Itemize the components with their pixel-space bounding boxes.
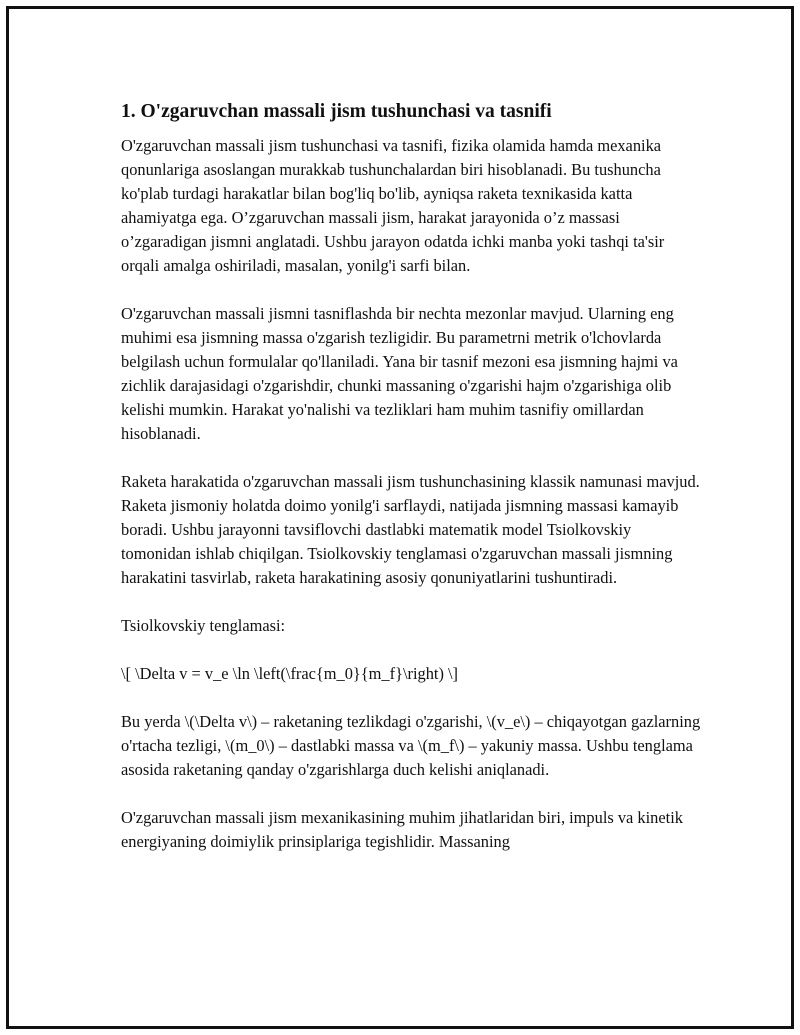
paragraph-classification: O'zgaruvchan massali jismni tasniflashda bir nechta mezonlar mavjud. Ularning eng muhimi esa jismning massa o'zgarish tezligidir. Bu parametrni metrik o'lchovlarda belgilash uchun formulalar qo'llaniladi. Yana bir tasnif mezoni esa jismning hajmi va zichlik darajasidagi o'zgarishdir, chunki massaning o'zgarishi hajm o'zgarishiga olib kelishi mumkin. Harakat yo'nalishi va tezliklari ham muhim tasnifiy omillardan hisoblanadi. [121,304,678,443]
paragraph-conservation: O'zgaruvchan massali jism mexanikasining muhim jihatlaridan biri, impuls va kinetik energiyaning doimiylik prinsiplariga tegishlidir. Massaning [121,808,683,851]
paragraph-intro: O'zgaruvchan massali jism tushunchasi va tasnifi, fizika olamida hamda mexanika qonunlariga asoslangan murakkab tushunchalardan biri hisoblanadi. Bu tushuncha ko'plab turdagi harakatlar bilan bog'liq bo'lib, ayniqsa raketa texnikasida katta ahamiyatga ega. O’zgaruvchan massali jism, harakat jarayonida o’z massasi o’zgaradigan jismni anglatadi. Ushbu jarayon odatda ichki manba yoki tashqi ta'sir orqali amalga oshiriladi, masalan, yonilg'i sarfi bilan. [121,136,665,275]
paragraph-rocket: Raketa harakatida o'zgaruvchan massali jism tushunchasining klassik namunasi mavjud. Raketa jismoniy holatda doimo yonilg'i sarflaydi, natijada jismning massasi kamayib boradi. Ushbu jarayonni tavsiflovchi dastlabki matematik model Tsiolkovskiy tomonidan ishlab chiqilgan. Tsiolkovskiy tenglamasi o'zgaruvchan massali jismning harakatini tasvirlab, raketa harakatining asosiy qonuniyatlarini tushuntiradi. [121,472,700,587]
document-page [6,6,794,1029]
paragraph-variables: Bu yerda \(\Delta v\) – raketaning tezlikdagi o'zgarishi, \(v_e\) – chiqayotgan gazlarning o'rtacha tezligi, \(m_0\) – dastlabki massa va \(m_f\) – yakuniy massa. Ushbu tenglama asosida raketaning qanday o'zgarishlarga duch kelishi aniqlanadi. [121,712,701,779]
paragraph-equation-label: Tsiolkovskiy tenglamasi: [121,616,286,635]
paragraph-equation: \[ \Delta v = v_e \ln \left(\frac{m_0}{m_f}\right) \] [121,664,459,683]
section-heading: 1. O'zgaruvchan massali jism tushunchasi va tasnifi [121,101,552,122]
document-body [121,99,701,878]
